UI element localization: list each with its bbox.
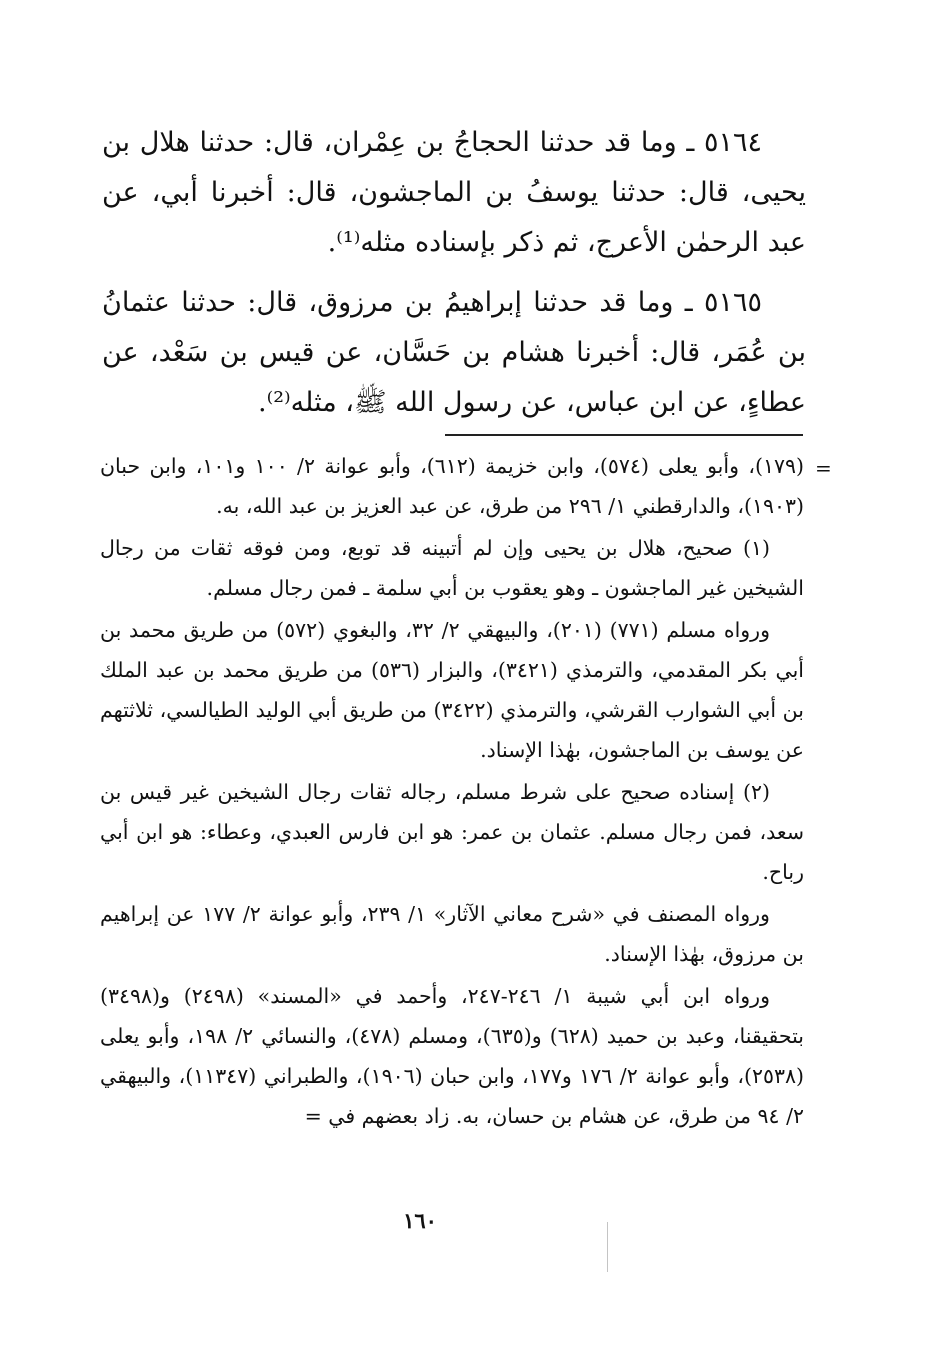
footnote-2-paragraph-3: ورواه ابن أبي شيبة ١/ ٢٤٦-٢٤٧، وأحمد في «المسند» (٢٤٩٨) و(٣٤٩٨) بتحقيقنا، وعبد بن حميد (٦٢٨) و(٦٣٥)، ومسلم (٤٧٨)، والنسائي ٢/ ١٩٨، وأبو يعلى (٢٥٣٨)، وأبو عوانة ٢/ ١٧٦ و١٧٧، وابن حبان (١٩٠٦)، والطبراني (١١٣٤٧)، والبيهقي ٢/ ٩٤ من طرق، عن هشام بن حسان، به. زاد بعضهم في = xyxy=(100,984,804,1128)
hadith-5164: ٥١٦٤ ـ وما قد حدثنا الحجاجُ بن عِمْران، قال: حدثنا هلال بن يحيى، قال: حدثنا يوسفُ بن الماجشون، قال: أخبرنا أبي، عن عبد الرحمٰن الأعرج، ثم ذكر بإسناده مثله⁽¹⁾. xyxy=(102,127,806,258)
footnote-2-paragraph-2: ورواه المصنف في «شرح معاني الآثار» ١/ ٢٣٩، وأبو عوانة ٢/ ١٧٧ عن إبراهيم بن مرزوق، بهٰذا الإسناد. xyxy=(100,902,804,966)
footnote-continued: (١٧٩)، وأبو يعلى (٥٧٤)، وابن خزيمة (٦١٢)، وأبو عوانة ٢/ ١٠٠ و١٠١، وابن حبان (١٩٠٣)، والدارقطني ١/ ٢٩٦ من طرق، عن عبد العزيز بن عبد الله، به. xyxy=(100,454,804,518)
continuation-mark-top: = xyxy=(815,456,832,480)
scan-crease-line xyxy=(607,1222,608,1272)
footnote-1-paragraph-2: ورواه مسلم (٧٧١) (٢٠١)، والبيهقي ٢/ ٣٢، والبغوي (٥٧٢) من طريق محمد بن أبي بكر المقدمي، والترمذي (٣٤٢١)، والبزار (٥٣٦) من طريق محمد بن عبد الملك بن أبي الشوارب القرشي، والترمذي (٣٤٢٢) من طريق أبي الوليد الطيالسي، ثلاثتهم عن يوسف بن الماجشون، بهٰذا الإسناد. xyxy=(100,618,804,762)
footnote-divider xyxy=(445,434,803,436)
hadith-5165: ٥١٦٥ ـ وما قد حدثنا إبراهيمُ بن مرزوق، قال: حدثنا عثمانُ بن عُمَر، قال: أخبرنا هشام بن حَسَّان، عن قيس بن سَعْد، عن عطاءٍ، عن ابن عباس، عن رسول الله ﷺ، مثله⁽²⁾. xyxy=(102,287,806,418)
footnotes xyxy=(100,446,804,1138)
footnote-2: (٢) إسناده صحيح على شرط مسلم، رجاله ثقات رجال الشيخين غير قيس بن سعد، فمن رجال مسلم. عثمان بن عمر: هو ابن فارس العبدي، وعطاء: هو ابن أبي رباح. xyxy=(100,780,804,884)
page-number: ١٦٠ xyxy=(403,1208,437,1233)
footnote-1: (١) صحيح، هلال بن يحيى وإن لم أتبينه قد توبع، ومن فوقه ثقات من رجال الشيخين غير الماجشون ـ وهو يعقوب بن أبي سلمة ـ فمن رجال مسلم. xyxy=(100,536,804,600)
main-text xyxy=(102,118,806,438)
